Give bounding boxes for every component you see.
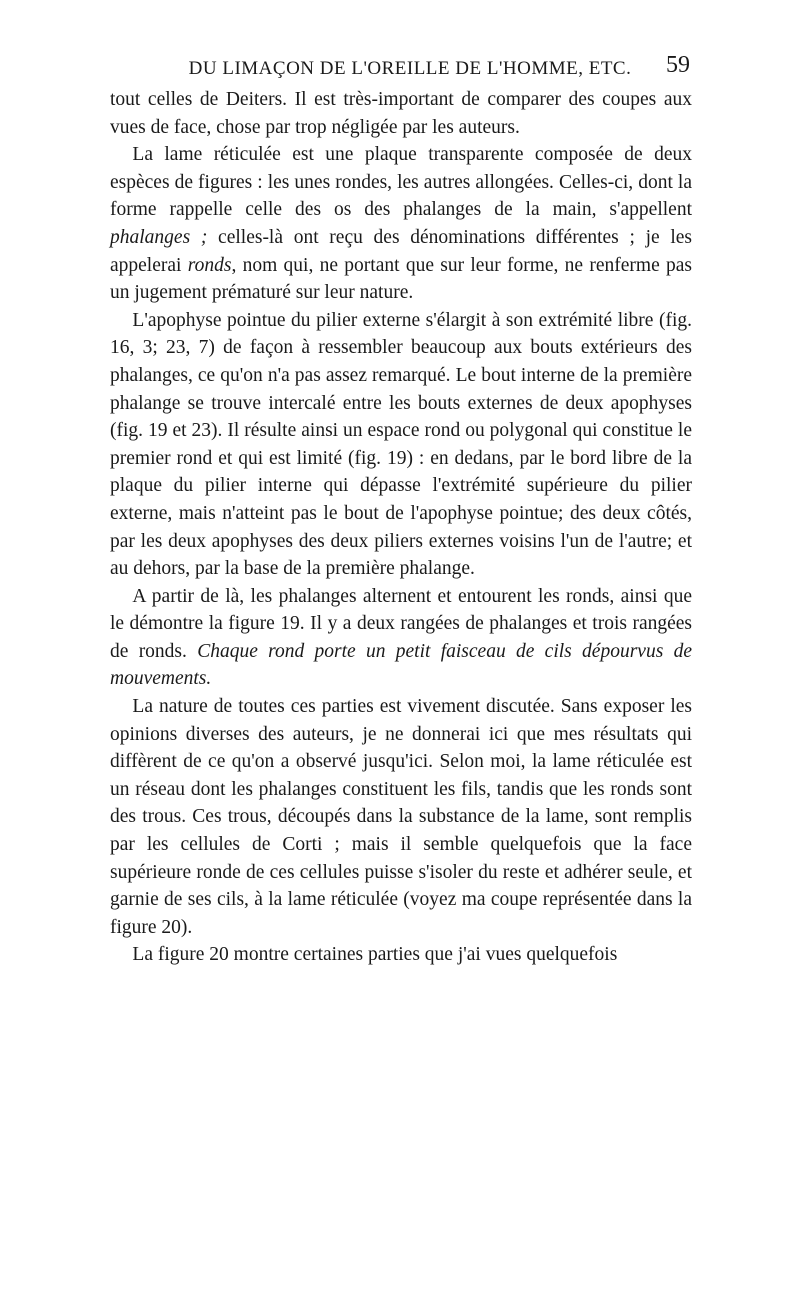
paragraph-2-text-c: , nom qui, ne portant que sur leur forme, ne renferme pas un jugement prématuré sur leur nature. — [110, 254, 692, 304]
paragraph-4-italic: Chaque rond porte un petit faisceau de cils dépourvus de mouvements. — [110, 640, 692, 690]
term-phalanges: phalanges ; — [110, 226, 208, 248]
paragraph-1-text: tout celles de Deiters. Il est très-important de comparer des coupes aux vues de face, chose par trop négligée par les auteurs. — [110, 89, 692, 138]
paragraph-apophyse — [110, 307, 692, 583]
paragraph-nature — [110, 693, 692, 941]
paragraph-5-text: La nature de toutes ces parties est vivement discutée. Sans exposer les opinions diverses des auteurs, je ne donnerai ici que mes résultats qui diffèrent de ce qu'on a observé jusqu'ici. Selon moi, la lame réticulée est un réseau dont les phalanges constituent les fils, tandis que les ronds sont des trous. Ces trous, découpés dans la substance de la lame, sont remplis par les cellules de Corti ; mais il semble quelquefois que la face supérieure ronde de ces cellules puisse s'isoler du reste et adhérer seule, et garnie de ses cils, à la lame réticulée (voyez ma coupe représentée dans la figure 20). — [110, 696, 692, 938]
paragraph-figure-20 — [110, 941, 692, 969]
term-ronds: ronds — [187, 254, 232, 276]
paragraph-lame-reticulee — [110, 141, 692, 307]
running-title: DU LIMAÇON DE L'OREILLE DE L'HOMME, ETC. — [188, 58, 632, 79]
paragraph-4-text: A partir de là, les phalanges alternent et entourent les ronds, ainsi que le démontre la figure 19. Il y a deux rangées de phalanges et trois rangées de ronds. — [110, 585, 692, 662]
paragraph-continued — [110, 86, 692, 141]
paragraph-phalanges-alternent — [110, 583, 692, 693]
paragraph-2-text: La lame réticulée est une plaque transparente composée de deux espèces de figures : les unes rondes, les autres allongées. Celles-ci, dont la forme rappelle celle des os des phalanges de la main, s'appellent — [110, 144, 692, 221]
paragraph-3-text: L'apophyse pointue du pilier externe s'élargit à son extrémité libre (fig. 16, 3; 23, 7) de façon à ressembler beaucoup aux bouts extérieurs des phalanges, ce qu'on n'a pas assez remarqué. Le bout interne de la première phalange se trouve intercalé entre les bouts externes de deux apophyses (fig. 19 et 23). Il résulte ainsi un espace rond ou polygonal qui constitue le premier rond et qui est limité (fig. 19) : en dedans, par le bord libre de la plaque du pilier interne qui dépasse l'extrémité supérieure du pilier externe, mais n'atteint pas le bout de l'apophyse pointue; des deux côtés, par les deux apophyses des deux piliers externes voisins l'un de l'autre; et au dehors, par la base de la première phalange. — [110, 309, 692, 580]
paragraph-6-text: La figure 20 montre certaines parties que j'ai vues quelquefois — [132, 944, 618, 966]
paragraph-2-text-b: celles-là ont reçu des dénominations différentes ; je les appelerai — [110, 226, 692, 276]
page-number: 59 — [666, 52, 690, 78]
body-text — [110, 86, 692, 969]
